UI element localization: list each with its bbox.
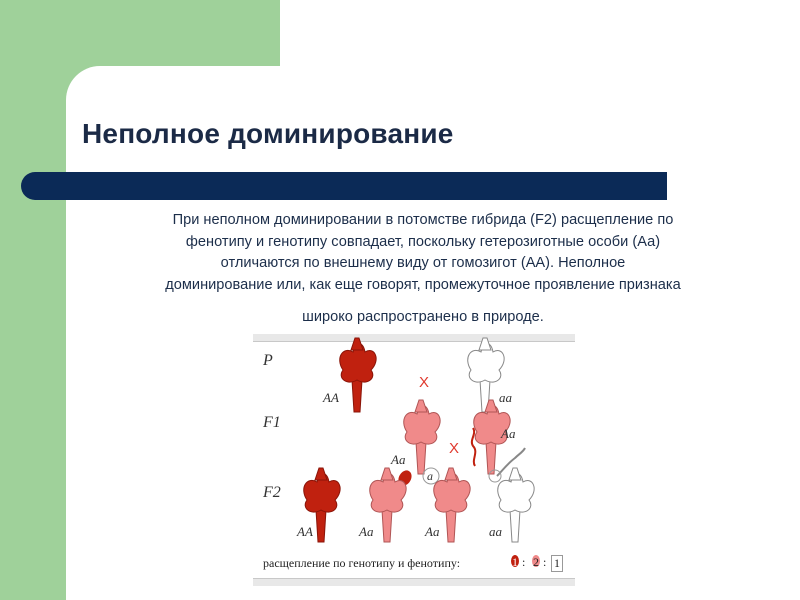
inheritance-figure bbox=[253, 334, 575, 586]
ratio-caption: расщепление по генотипу и фенотипу: bbox=[263, 556, 461, 570]
figure-bottom-rule bbox=[253, 578, 575, 586]
ratio-sep-2: : bbox=[543, 555, 547, 569]
generation-f2-label: F2 bbox=[263, 484, 281, 501]
pollen-tube-red bbox=[472, 428, 475, 466]
genotype-f1-left: Aa bbox=[391, 452, 406, 467]
title-underline-bar bbox=[21, 172, 667, 200]
gamete-a-right bbox=[489, 470, 501, 482]
gamete-a-label: a bbox=[427, 469, 433, 483]
genotype-p-right: aa bbox=[499, 390, 512, 405]
ratio-value-1: 1 bbox=[512, 555, 518, 569]
ratio-sep-1: : bbox=[522, 555, 526, 569]
body-line-4: доминирование или, как еще говорят, промежуточное проявление признака bbox=[165, 276, 681, 293]
flower-diagram bbox=[253, 334, 575, 586]
generation-f1-label: F1 bbox=[263, 414, 281, 431]
body-line-3: отличаются по внешнему виду от гомозигот (АА). Неполное bbox=[220, 255, 626, 271]
ratio-value-2: 2 bbox=[533, 555, 539, 569]
genotype-f2-4: aa bbox=[489, 524, 502, 539]
flower-red-p bbox=[340, 338, 376, 412]
body-line-5: широко распространено в природе. bbox=[302, 309, 544, 325]
ratio-value-3: 1 bbox=[551, 555, 563, 572]
genotype-f2-3: Aa bbox=[425, 524, 440, 539]
slide-title: Неполное доминирование bbox=[82, 118, 454, 149]
genotype-f1-right: Aa bbox=[501, 426, 516, 441]
body-line-1: При неполном доминировании в потомстве гибрида (F2) расщепление по bbox=[172, 212, 674, 228]
body-line-2: фенотипу и генотипу совпадает, поскольку гетерозиготные особи (Аа) bbox=[185, 233, 661, 250]
flower-white-f2 bbox=[498, 468, 534, 542]
genotype-f2-2: Aa bbox=[359, 524, 374, 539]
pollen-tube-grey bbox=[497, 448, 525, 476]
generation-p-label: P bbox=[263, 352, 273, 369]
cross-symbol-f1: X bbox=[449, 440, 460, 457]
genotype-p-left: AA bbox=[323, 390, 339, 405]
slide-body-text bbox=[98, 210, 748, 329]
genotype-f2-1: AA bbox=[297, 524, 313, 539]
cross-symbol-p: X bbox=[419, 374, 430, 391]
flower-pink-f1-left bbox=[404, 400, 440, 474]
